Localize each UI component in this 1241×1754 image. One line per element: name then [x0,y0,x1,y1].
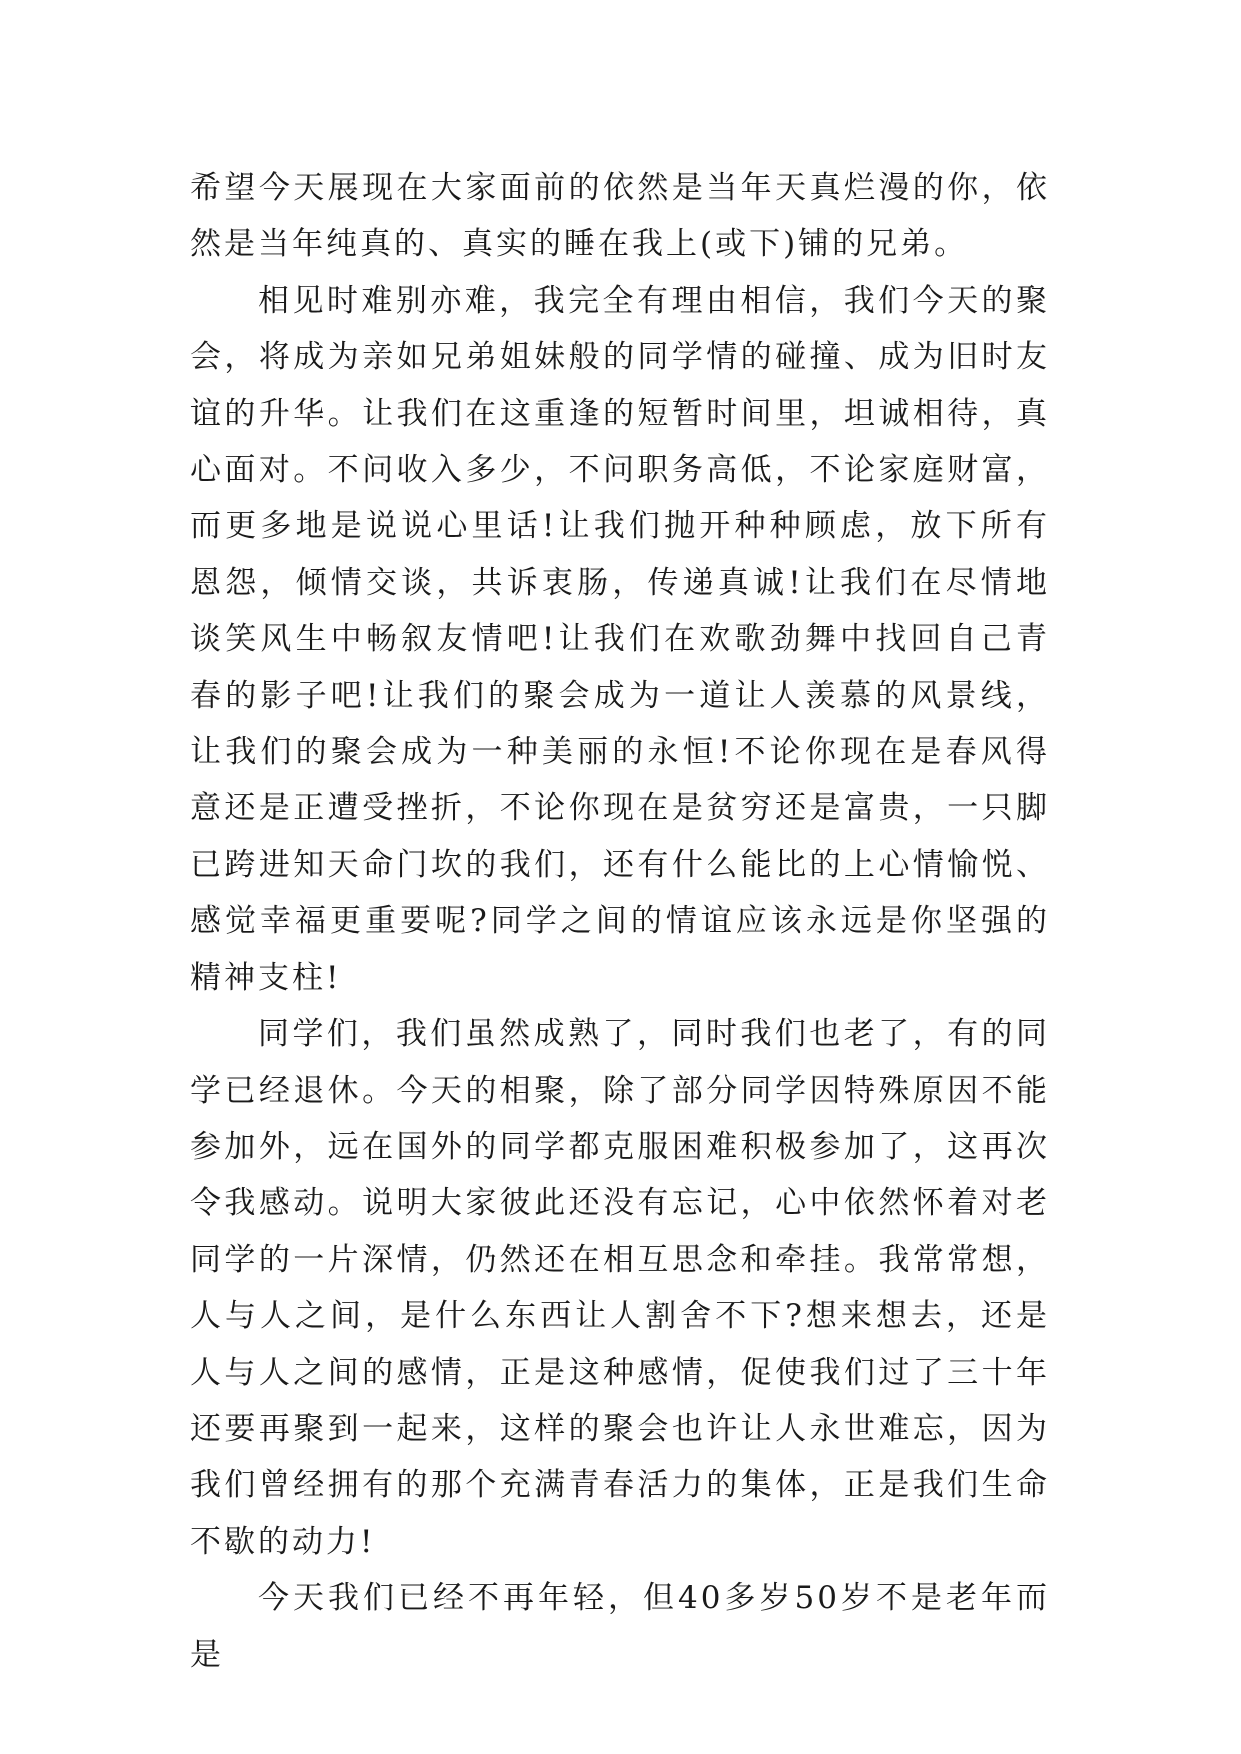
paragraph-2: 相见时难别亦难，我完全有理由相信，我们今天的聚会，将成为亲如兄弟姐妹般的同学情的碰撞、成为旧时友谊的升华。让我们在这重逢的短暂时间里，坦诚相待，真心面对。不问收入多少，不问职务高低，不论家庭财富，而更多地是说说心里话!让我们抛开种种顾虑，放下所有恩怨，倾情交谈，共诉衷肠，传递真诚!让我们在尽情地谈笑风生中畅叙友情吧!让我们在欢歌劲舞中找回自己青春的影子吧!让我们的聚会成为一道让人羡慕的风景线，让我们的聚会成为一种美丽的永恒!不论你现在是春风得意还是正遭受挫折，不论你现在是贫穷还是富贵，一只脚已跨进知天命门坎的我们，还有什么能比的上心情愉悦、感觉幸福更重要呢?同学之间的情谊应该永远是你坚强的精神支柱! [190,282,1050,996]
paragraph-4: 今天我们已经不再年轻，但40多岁50岁不是老年而是 [190,1580,1050,1673]
document-body [190,160,1050,1683]
paragraph-1: 希望今天展现在大家面前的依然是当年天真烂漫的你，依然是当年纯真的、真实的睡在我上(或下)铺的兄弟。 [190,170,1050,263]
paragraph-3: 同学们，我们虽然成熟了，同时我们也老了，有的同学已经退休。今天的相聚，除了部分同学因特殊原因不能参加外，远在国外的同学都克服困难积极参加了，这再次令我感动。说明大家彼此还没有忘记，心中依然怀着对老同学的一片深情，仍然还在相互思念和牵挂。我常常想，人与人之间，是什么东西让人割舍不下?想来想去，还是人与人之间的感情，正是这种感情，促使我们过了三十年还要再聚到一起来，这样的聚会也许让人永世难忘，因为我们曾经拥有的那个充满青春活力的集体，正是我们生命不歇的动力! [190,1016,1050,1560]
